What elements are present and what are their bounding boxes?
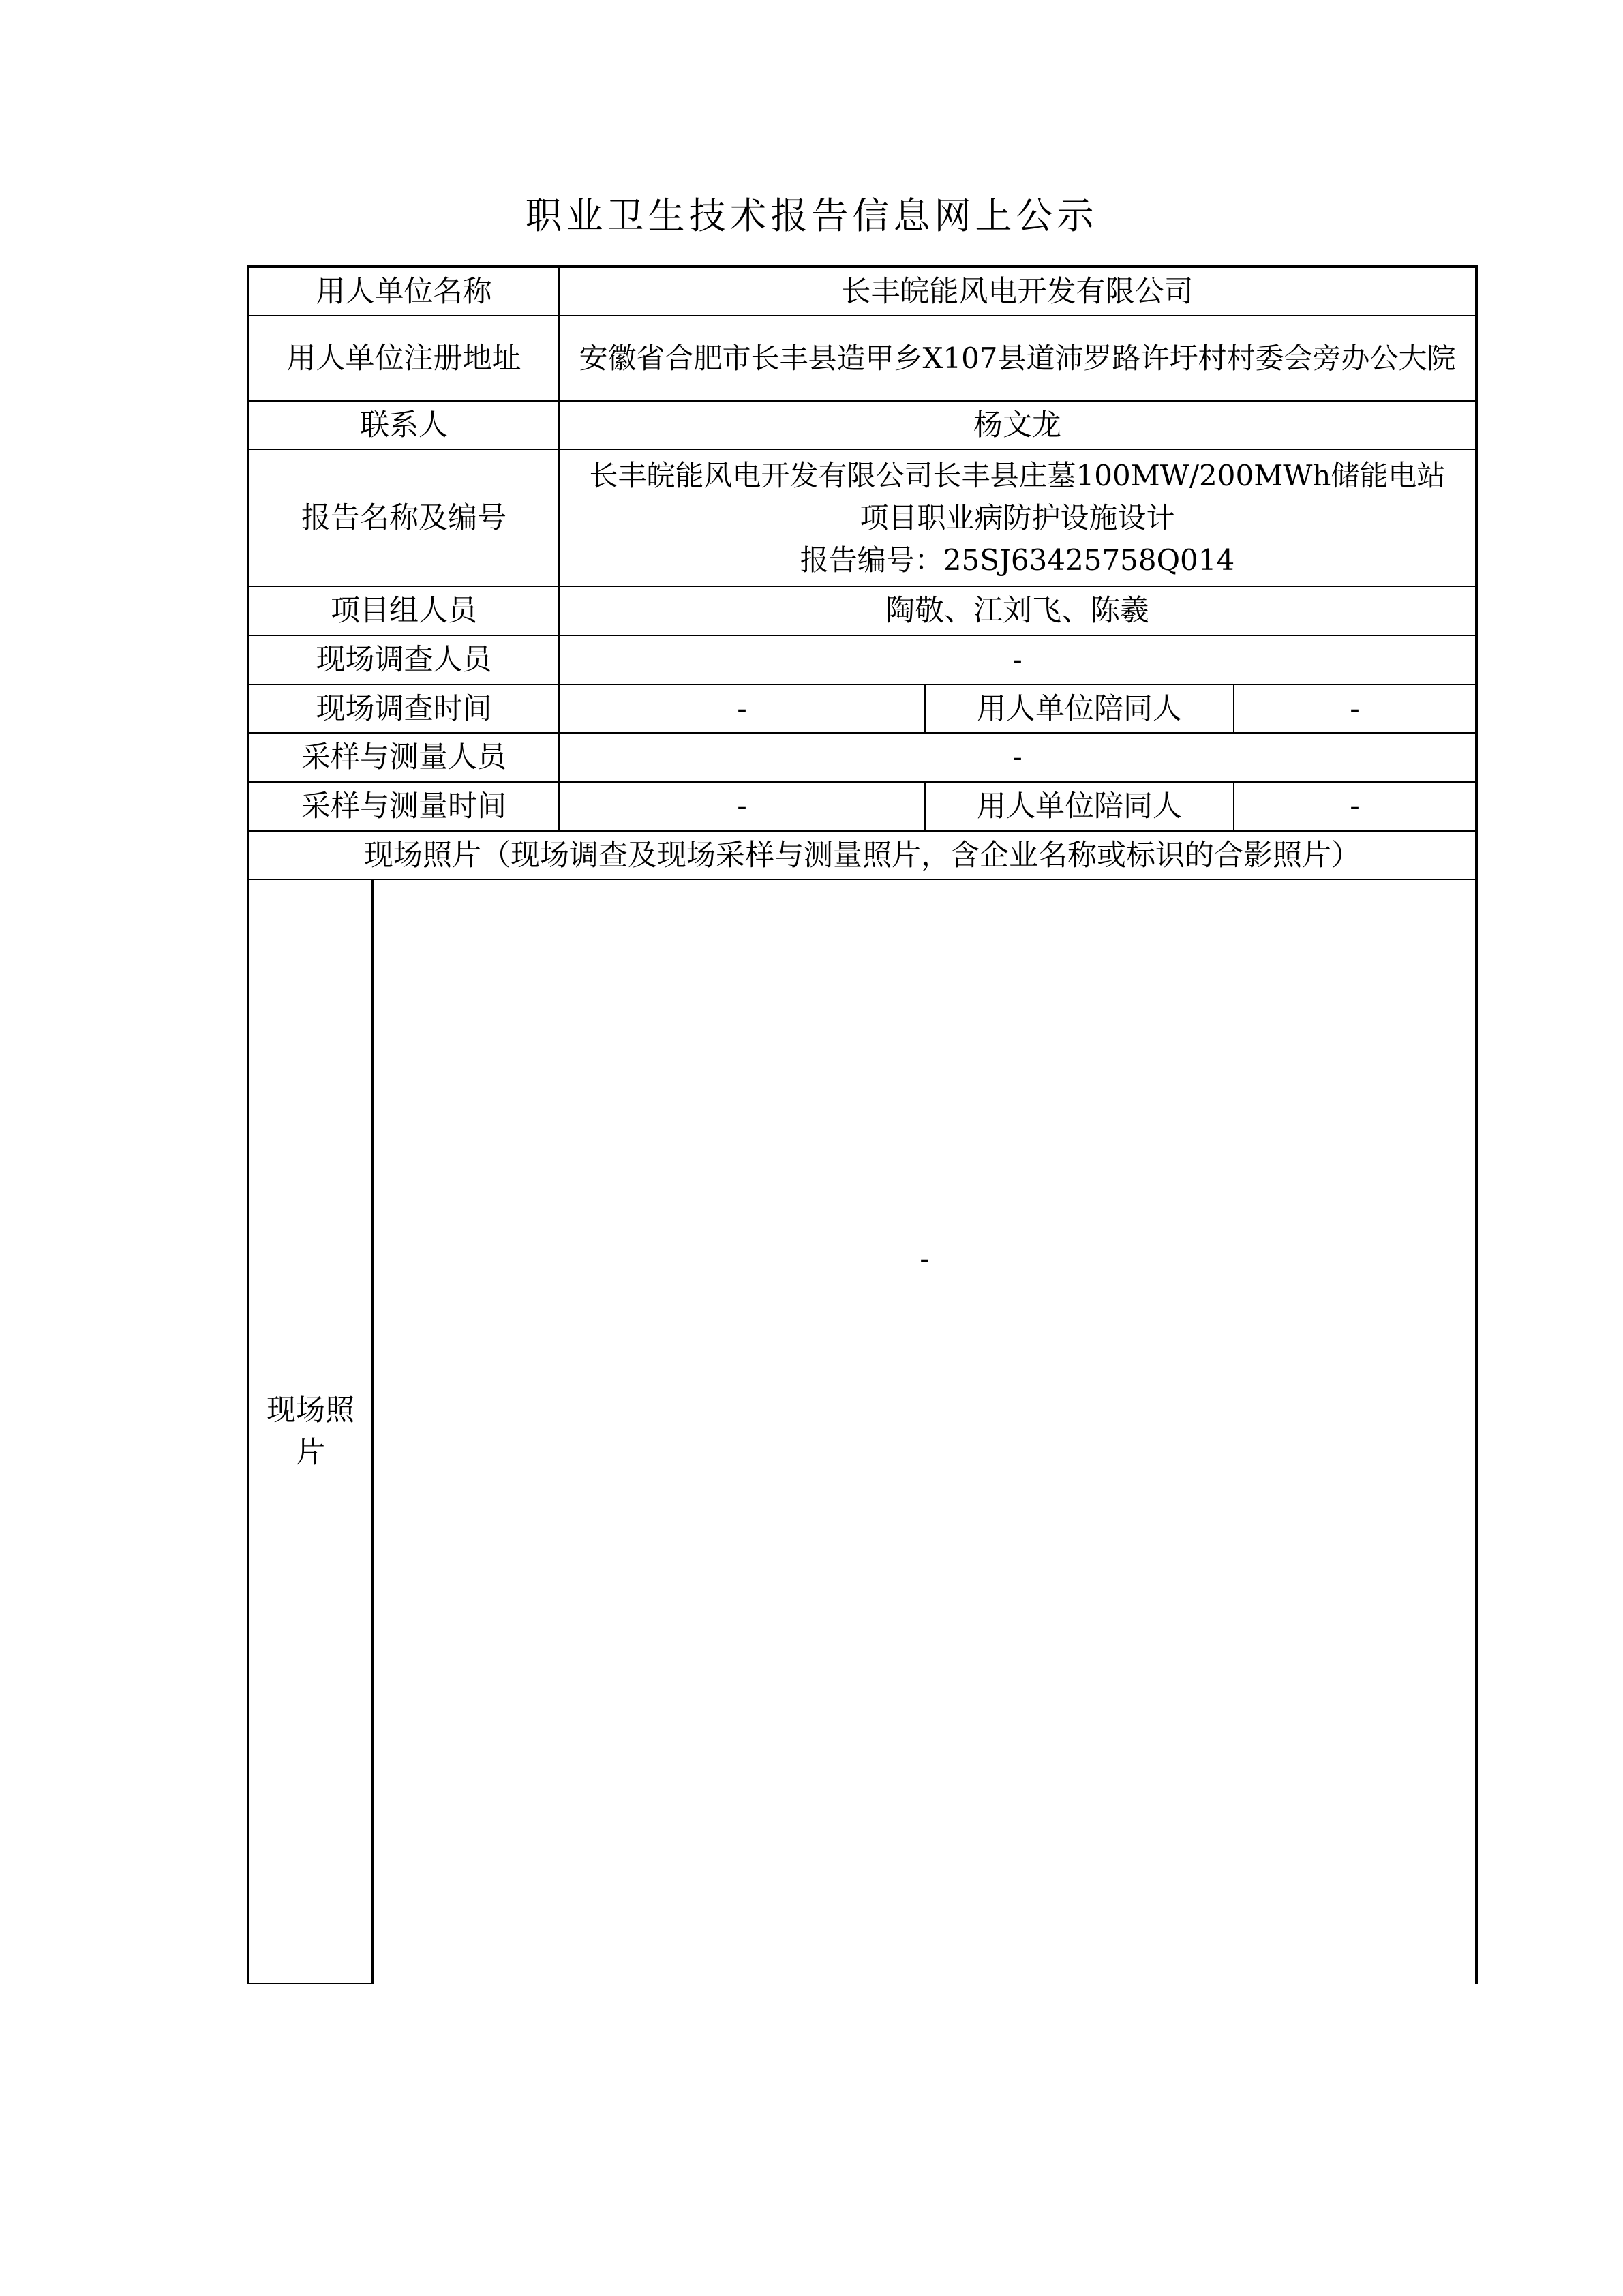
- survey-staff-value: -: [559, 635, 1476, 684]
- report-name-line2: 项目职业病防护设施设计: [860, 500, 1175, 534]
- contact-value: 杨文龙: [559, 401, 1476, 449]
- sampling-escort-label: 用人单位陪同人: [925, 782, 1234, 831]
- photos-label: 现场照片: [248, 879, 373, 1984]
- table-row: [248, 879, 1476, 1984]
- sampling-staff-value: -: [559, 733, 1476, 782]
- photos-header: 现场照片（现场调查及现场采样与测量照片，含企业名称或标识的合影照片）: [248, 831, 1476, 879]
- employer-address-value: 安徽省合肥市长丰县造甲乡X107县道沛罗路许圩村村委会旁办公大院: [559, 316, 1476, 401]
- survey-staff-label: 现场调查人员: [248, 635, 559, 684]
- sampling-staff-label: 采样与测量人员: [248, 733, 559, 782]
- table-row: [248, 401, 1476, 449]
- sampling-time-label: 采样与测量时间: [248, 782, 559, 831]
- table-row: [248, 831, 1476, 879]
- table-row: [248, 267, 1476, 316]
- table-row: [248, 316, 1476, 401]
- employer-address-label: 用人单位注册地址: [248, 316, 559, 401]
- project-team-value: 陶敬、江刘飞、陈羲: [559, 586, 1476, 635]
- table-row: [248, 733, 1476, 782]
- survey-time-label: 现场调查时间: [248, 684, 559, 733]
- project-team-label: 项目组人员: [248, 586, 559, 635]
- employer-name-label: 用人单位名称: [248, 267, 559, 316]
- page-title: 职业卫生技术报告信息网上公示: [525, 194, 1098, 237]
- table-row: [248, 635, 1476, 684]
- photos-value: -: [920, 1242, 930, 1276]
- survey-escort-value: -: [1234, 684, 1476, 733]
- survey-escort-label: 用人单位陪同人: [925, 684, 1234, 733]
- report-number: 报告编号：25SJ63425758Q014: [800, 543, 1235, 577]
- table-row: [248, 586, 1476, 635]
- sampling-escort-value: -: [1234, 782, 1476, 831]
- sampling-time-value: -: [559, 782, 925, 831]
- table-row: [248, 449, 1476, 586]
- survey-time-value: -: [559, 684, 925, 733]
- report-name-line1: 长丰皖能风电开发有限公司长丰县庄墓100MW/200MWh储能电站: [589, 458, 1446, 492]
- report-value: [559, 449, 1476, 586]
- contact-label: 联系人: [248, 401, 559, 449]
- table-row: [248, 684, 1476, 733]
- report-label: 报告名称及编号: [248, 449, 559, 586]
- photos-area: [373, 879, 1476, 1984]
- report-info-table: [247, 265, 1478, 1984]
- table-row: [248, 782, 1476, 831]
- employer-name-value: 长丰皖能风电开发有限公司: [559, 267, 1476, 316]
